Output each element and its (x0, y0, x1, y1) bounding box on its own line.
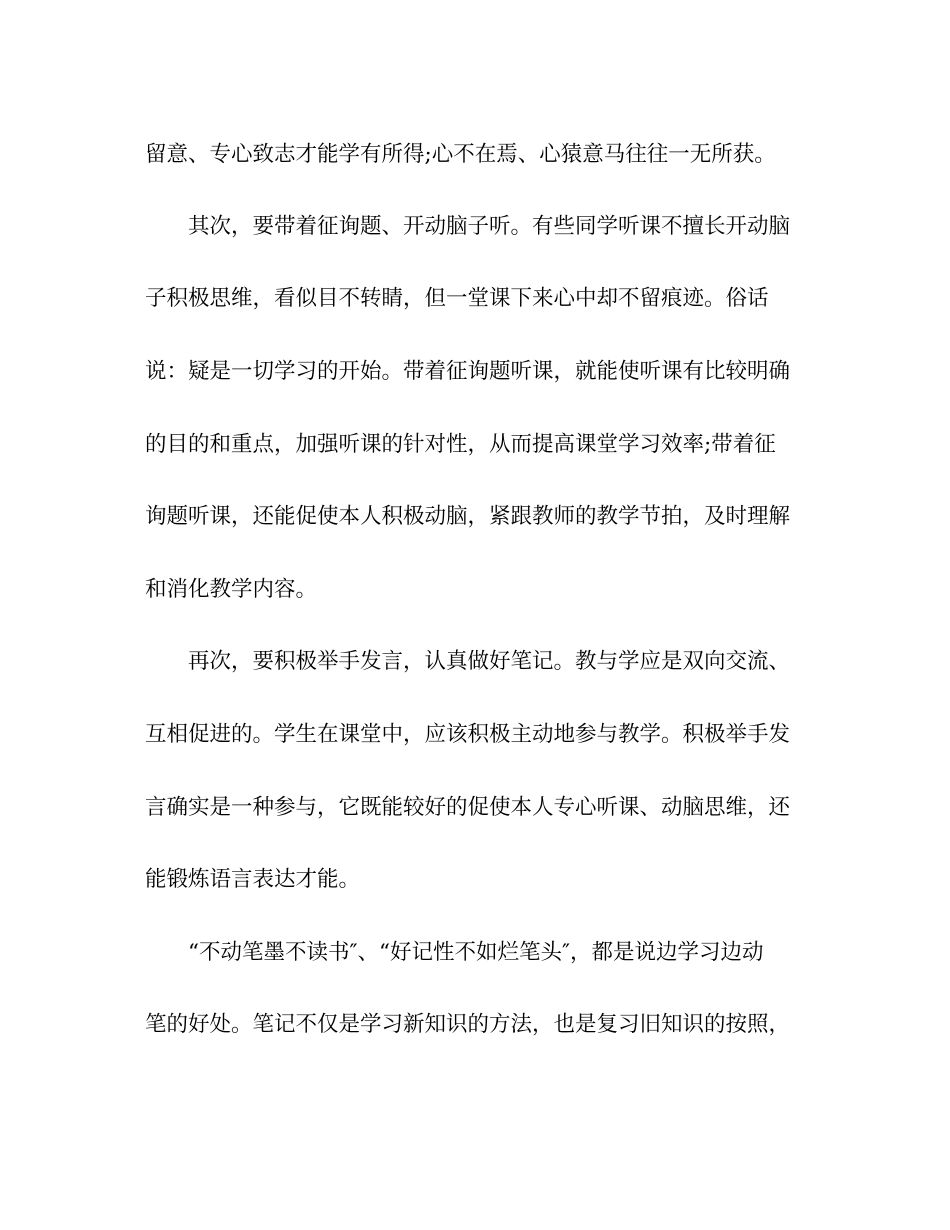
paragraph-start-line: “不动笔墨不读书″、“好记性不如烂笔头″，都是说边学习边动 (188, 940, 764, 965)
text-line: 询题听课，还能促使本人积极动脑，紧跟教师的教学节拍，及时理解 (145, 504, 791, 529)
text-line: 能锻炼语言表达才能。 (145, 867, 361, 892)
paragraph-start-line: 其次，要带着征询题、开动脑子听。有些同学听课不擅长开动脑 (188, 214, 791, 239)
text-line: 子积极思维，看似目不转睛，但一堂课下来心中却不留痕迹。俗话 (145, 286, 769, 311)
text-line: 言确实是一种参与，它既能较好的促使本人专心听课、动脑思维，还 (145, 795, 791, 820)
text-line: 说：疑是一切学习的开始。带着征询题听课，就能使听课有比较明确 (145, 359, 791, 384)
text-line: 互相促进的。学生在课堂中，应该积极主动地参与教学。积极举手发 (145, 722, 791, 747)
text-line: 的目的和重点，加强听课的针对性，从而提高课堂学习效率;带着征 (145, 432, 776, 457)
text-line: 和消化教学内容。 (145, 577, 318, 602)
paragraph-start-line: 再次，要积极举手发言，认真做好笔记。教与学应是双向交流、 (188, 649, 791, 674)
text-line: 留意、专心致志才能学有所得;心不在焉、心猿意马往往一无所获。 (145, 142, 776, 167)
text-line: 笔的好处。笔记不仅是学习新知识的方法，也是复习旧知识的按照， (145, 1012, 791, 1037)
